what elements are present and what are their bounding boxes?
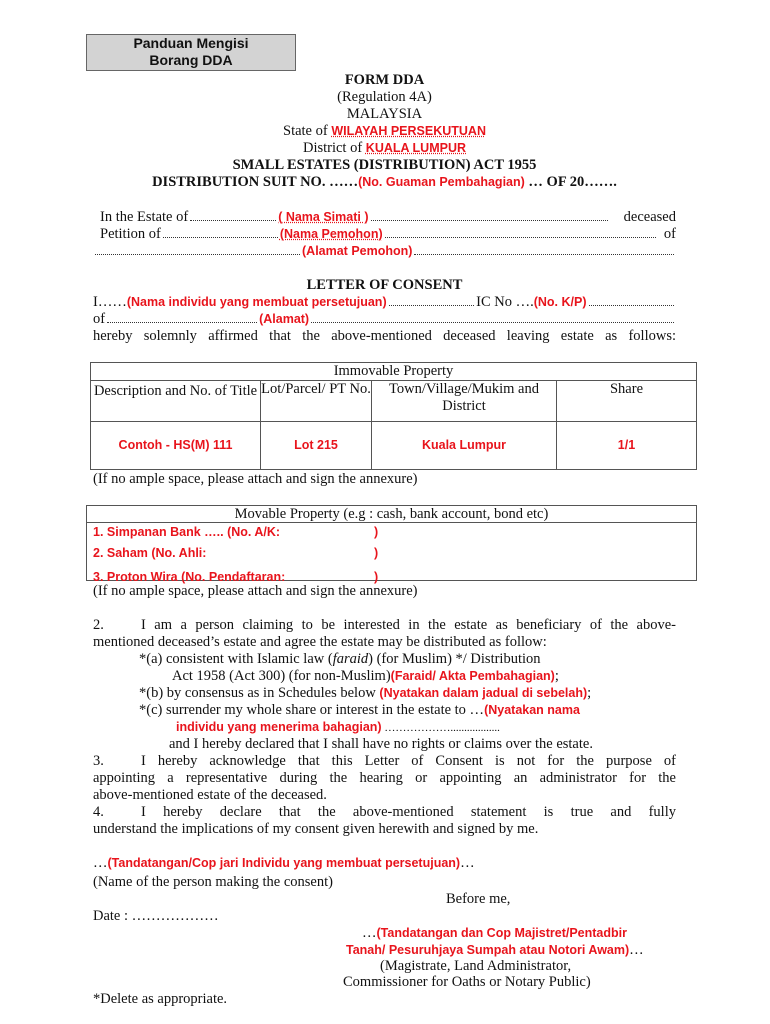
dots: … bbox=[629, 942, 644, 958]
affirm-text: hereby solemnly affirmed that the above-mentioned deceased leaving estate as follows: bbox=[93, 328, 676, 344]
col-town: Town/Village/Mukim and District bbox=[372, 381, 557, 422]
para-3-line-1 bbox=[93, 753, 676, 770]
district-line bbox=[93, 140, 676, 157]
para-4-text: I hereby declare that the above-mentioned statement is true and fully bbox=[141, 804, 676, 820]
witness-sign-line-2 bbox=[346, 942, 644, 959]
address-line bbox=[93, 243, 676, 260]
movable-item-label: 1. Simpanan Bank ….. (No. A/K: bbox=[93, 525, 281, 539]
suit-value: (No. Guaman Pembahagian) bbox=[358, 175, 525, 189]
country: MALAYSIA bbox=[346, 106, 423, 122]
option-c-line-3: and I hereby declared that I shall have no rights or claims over the estate. bbox=[169, 736, 593, 752]
immovable-note: (If no ample space, please attach and sign the annexure) bbox=[93, 471, 418, 487]
para-2-line-2: mentioned deceased’s estate and agree the estate may be distributed as follow: bbox=[93, 634, 547, 650]
dots: … bbox=[362, 925, 377, 941]
col-description: Description and No. of Title bbox=[91, 381, 261, 422]
district-value: KUALA LUMPUR bbox=[365, 141, 467, 155]
faraid-term: faraid bbox=[332, 651, 369, 667]
guide-line-1: Panduan Mengisi bbox=[133, 35, 249, 51]
para-3-text: I hereby acknowledge that this Letter of Consent is not for the purpose of bbox=[141, 753, 676, 769]
movable-item-close: ) bbox=[374, 546, 379, 560]
witness-sign-line-1 bbox=[362, 925, 627, 942]
option-a-field[interactable]: (Faraid/ Akta Pembahagian) bbox=[390, 669, 555, 683]
para-2-text: I am a person claiming to be interested in the estate as beneficiary of the above- bbox=[141, 617, 676, 633]
witness-signature-field-2[interactable]: Tanah/ Pesuruhjaya Sumpah atau Notori Awam) bbox=[346, 943, 630, 957]
of-label: of bbox=[93, 311, 106, 327]
petitioner-name-field[interactable]: (Nama Pemohon) bbox=[279, 227, 383, 241]
option-c-field[interactable]: (Nyatakan nama bbox=[484, 703, 580, 717]
guide-line-2: Borang DDA bbox=[149, 52, 233, 68]
option-c-line-1 bbox=[139, 702, 722, 719]
state-value: WILAYAH PERSEKUTUAN bbox=[331, 124, 486, 138]
para-4-number: 4. bbox=[93, 804, 104, 820]
col-lot: Lot/Parcel/ PT No. bbox=[261, 381, 372, 422]
option-b-line bbox=[139, 685, 722, 702]
option-b-text: *(b) by consensus as in Schedules below bbox=[139, 685, 380, 701]
movable-item[interactable] bbox=[87, 543, 696, 564]
movable-title: Movable Property (e.g : cash, bank account, bond etc) bbox=[87, 506, 696, 523]
para-4-line-1 bbox=[93, 804, 676, 821]
option-c-dots: ……………….................. bbox=[381, 722, 500, 734]
para-3-line-3: above-mentioned estate of the deceased. bbox=[93, 787, 327, 803]
cell-lot[interactable]: Lot 215 bbox=[261, 422, 372, 470]
option-a-line-1 bbox=[139, 651, 722, 668]
delete-note: *Delete as appropriate. bbox=[93, 991, 228, 1007]
ic-field[interactable]: (No. K/P) bbox=[533, 295, 587, 309]
option-a-text-2: ) (for Muslim) */ Distribution bbox=[368, 651, 541, 667]
consenter-name-field[interactable]: (Nama individu yang membuat persetujuan) bbox=[126, 295, 387, 309]
col-share: Share bbox=[557, 381, 697, 422]
movable-item[interactable] bbox=[87, 523, 696, 543]
para-2-line-1 bbox=[93, 617, 676, 634]
deceased-label: deceased bbox=[623, 209, 676, 225]
petition-label: Petition of bbox=[100, 226, 161, 242]
consenter-line bbox=[93, 294, 676, 311]
consenter-address-field[interactable]: (Alamat) bbox=[259, 312, 310, 326]
option-b-field[interactable]: (Nyatakan dalam jadual di sebelah) bbox=[379, 686, 588, 700]
dots: … bbox=[93, 855, 108, 871]
district-label: District of bbox=[302, 140, 363, 156]
consenter-name-label: (Name of the person making the consent) bbox=[93, 874, 333, 890]
deceased-name-field[interactable]: ( Nama Simati ) bbox=[278, 210, 369, 224]
act-title: SMALL ESTATES (DISTRIBUTION) ACT 1955 bbox=[232, 157, 537, 173]
para-4-line-2: understand the implications of my consent given herewith and signed by me. bbox=[93, 821, 539, 837]
witness-title-1: (Magistrate, Land Administrator, bbox=[380, 958, 572, 974]
option-c-field-2[interactable]: individu yang menerima bahagian) bbox=[176, 720, 382, 734]
dots: … bbox=[460, 855, 475, 871]
witness-title-2: Commissioner for Oaths or Notary Public) bbox=[343, 974, 591, 990]
semicolon: ; bbox=[554, 668, 559, 684]
suit-suffix: … OF 20……. bbox=[528, 174, 617, 190]
option-a-text: *(a) consistent with Islamic law ( bbox=[139, 651, 333, 667]
cell-description[interactable]: Contoh - HS(M) 111 bbox=[91, 422, 261, 470]
immovable-title: Immovable Property bbox=[91, 363, 697, 381]
cell-share[interactable]: 1/1 bbox=[557, 422, 697, 470]
option-c-line-2 bbox=[176, 719, 759, 736]
cell-town[interactable]: Kuala Lumpur bbox=[372, 422, 557, 470]
para-3-line-2: appointing a representative during the hearing or appointing an administrator for the bbox=[93, 770, 676, 786]
ic-label: IC No …. bbox=[476, 294, 534, 310]
i-prefix: I…… bbox=[93, 294, 127, 310]
guide-box bbox=[86, 34, 296, 71]
petition-line bbox=[100, 226, 676, 243]
before-me: Before me, bbox=[446, 891, 511, 907]
semicolon: ; bbox=[587, 685, 592, 701]
consent-title: LETTER OF CONSENT bbox=[306, 277, 463, 293]
option-a-text-3: Act 1958 (Act 300) (for non-Muslim) bbox=[172, 668, 391, 684]
date-field[interactable]: Date : ……………… bbox=[93, 908, 219, 924]
option-a-line-2 bbox=[172, 668, 755, 685]
movable-item[interactable] bbox=[87, 564, 696, 585]
state-label: State of bbox=[283, 123, 328, 139]
para-2-number: 2. bbox=[93, 617, 104, 633]
option-c-text: *(c) surrender my whole share or interest in the estate to … bbox=[139, 702, 485, 718]
of-label: of bbox=[663, 226, 676, 242]
estate-label: In the Estate of bbox=[100, 209, 189, 225]
signature-line bbox=[93, 855, 676, 872]
regulation: (Regulation 4A) bbox=[337, 89, 432, 105]
witness-signature-field[interactable]: (Tandatangan dan Cop Majistret/Pentadbir bbox=[376, 926, 627, 940]
petitioner-address-field[interactable]: (Alamat Pemohon) bbox=[302, 244, 413, 258]
movable-item-close: ) bbox=[374, 570, 379, 584]
suit-prefix: DISTRIBUTION SUIT NO. …… bbox=[152, 174, 359, 190]
movable-note: (If no ample space, please attach and sign the annexure) bbox=[93, 583, 418, 599]
consenter-address-line bbox=[93, 311, 676, 328]
form-title: FORM DDA bbox=[344, 72, 425, 88]
movable-item-label: 2. Saham (No. Ahli: bbox=[93, 546, 207, 560]
state-line bbox=[93, 123, 676, 140]
para-3-number: 3. bbox=[93, 753, 104, 769]
suit-line bbox=[93, 174, 676, 191]
movable-item-label: 3. Proton Wira (No. Pendaftaran: bbox=[93, 570, 286, 584]
immovable-property-table bbox=[90, 362, 697, 470]
estate-line bbox=[100, 209, 676, 226]
movable-property-box bbox=[86, 505, 697, 584]
consenter-signature-field[interactable]: (Tandatangan/Cop jari Individu yang membuat persetujuan) bbox=[107, 856, 461, 870]
movable-item-close: ) bbox=[374, 525, 379, 539]
